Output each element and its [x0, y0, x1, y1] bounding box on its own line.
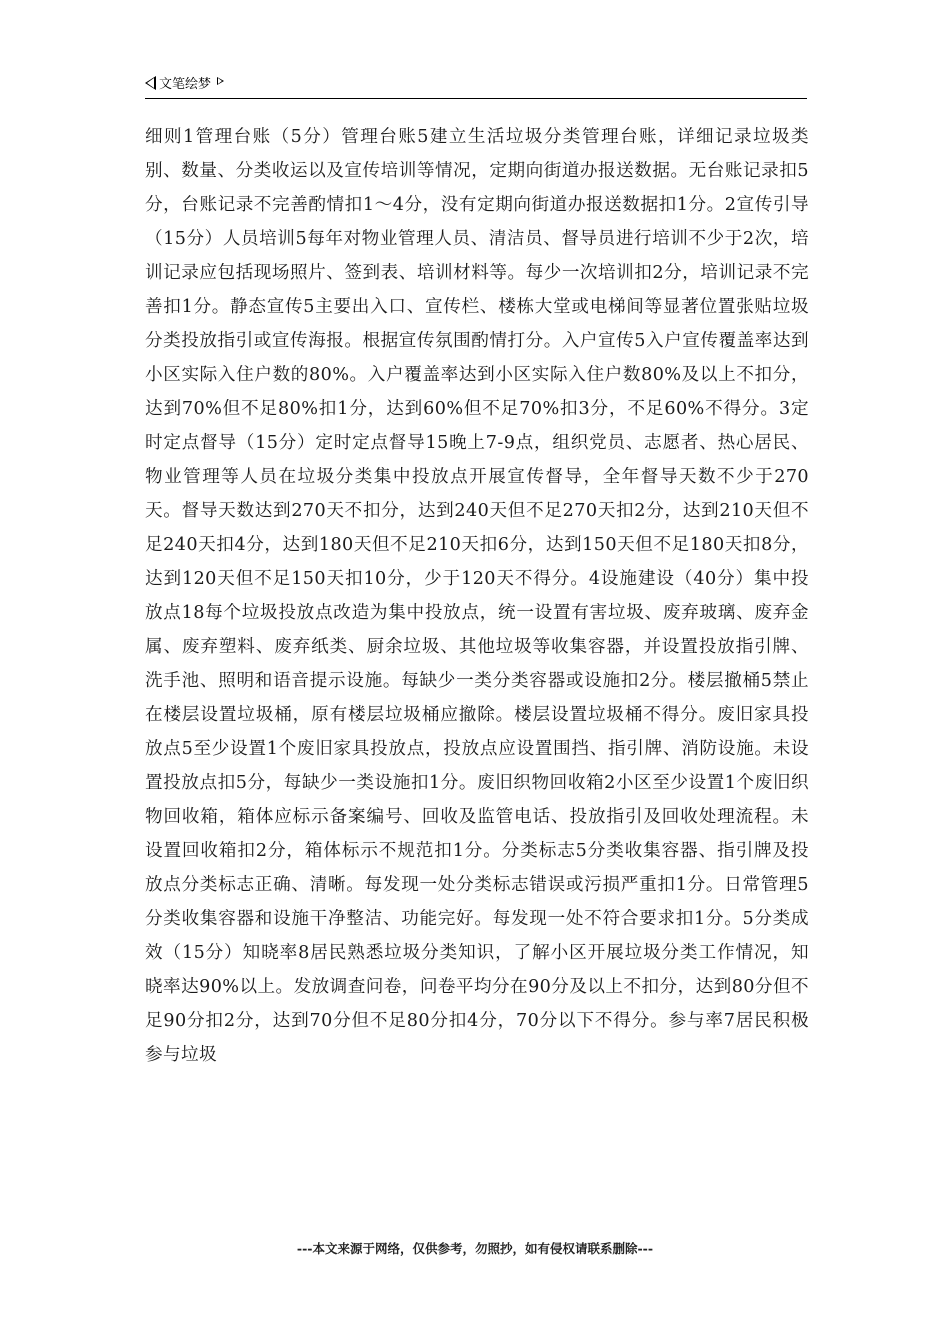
triangle-left-icon	[145, 76, 156, 90]
header-title: 文笔绘梦	[159, 77, 212, 92]
page-header	[145, 72, 807, 99]
body-paragraph: 细则1管理台账（5分）管理台账5建立生活垃圾分类管理台账，详细记录垃圾类别、数量、分类收运以及宣传培训等情况，定期向街道办报送数据。无台账记录扣5分，台账记录不完善酌情扣1～4分，没有定期向街道办报送数据扣1分。2宣传引导（15分）人员培训5每年对物业管理人员、清洁员、督导员进行培训不少于2次，培训记录应包括现场照片、签到表、培训材料等。每少一次培训扣2分，培训记录不完善扣1分。静态宣传5主要出入口、宣传栏、楼栋大堂或电梯间等显著位置张贴垃圾分类投放指引或宣传海报。根据宣传氛围酌情打分。入户宣传5入户宣传覆盖率达到小区实际入住户数的80%。入户覆盖率达到小区实际入住户数80%及以上不扣分，达到70%但不足80%扣1分，达到60%但不足70%扣3分，不足60%不得分。3定时定点督导（15分）定时定点督导15晚上7-9点，组织党员、志愿者、热心居民、物业管理等人员在垃圾分类集中投放点开展宣传督导，全年督导天数不少于270天。督导天数达到270天不扣分，达到240天但不足270天扣2分，达到210天但不足240天扣4分，达到180天但不足210天扣6分，达到150天但不足180天扣8分，达到120天但不足150天扣10分，少于120天不得分。4设施建设（40分）集中投放点18每个垃圾投放点改造为集中投放点，统一设置有害垃圾、废弃玻璃、废弃金属、废弃塑料、废弃纸类、厨余垃圾、其他垃圾等收集容器，并设置投放指引牌、洗手池、照明和语音提示设施。每缺少一类分类容器或设施扣2分。楼层撤桶5禁止在楼层设置垃圾桶，原有楼层垃圾桶应撤除。楼层设置垃圾桶不得分。废旧家具投放点5至少设置1个废旧家具投放点，投放点应设置围挡、指引牌、消防设施。未设置投放点扣5分，每缺少一类设施扣1分。废旧织物回收箱2小区至少设置1个废旧织物回收箱，箱体应标示备案编号、回收及监管电话、投放指引及回收处理流程。未设置回收箱扣2分，箱体标示不规范扣1分。分类标志5分类收集容器、指引牌及投放点分类标志正确、清晰。每发现一处分类标志错误或污损严重扣1分。日常管理5分类收集容器和设施干净整洁、功能完好。每发现一处不符合要求扣1分。5分类成效（15分）知晓率8居民熟悉垃圾分类知识，了解小区开展垃圾分类工作情况，知晓率达90%以上。发放调查问卷，问卷平均分在90分及以上不扣分，达到80分但不足90分扣2分，达到70分但不足80分扣4分，70分以下不得分。参与率7居民积极参与垃圾	[145, 127, 809, 1065]
footer-disclaimer: ---本文来源于网络，仅供参考，勿照抄，如有侵权请联系删除---	[296, 1241, 654, 1256]
triangle-right-icon	[217, 77, 224, 85]
